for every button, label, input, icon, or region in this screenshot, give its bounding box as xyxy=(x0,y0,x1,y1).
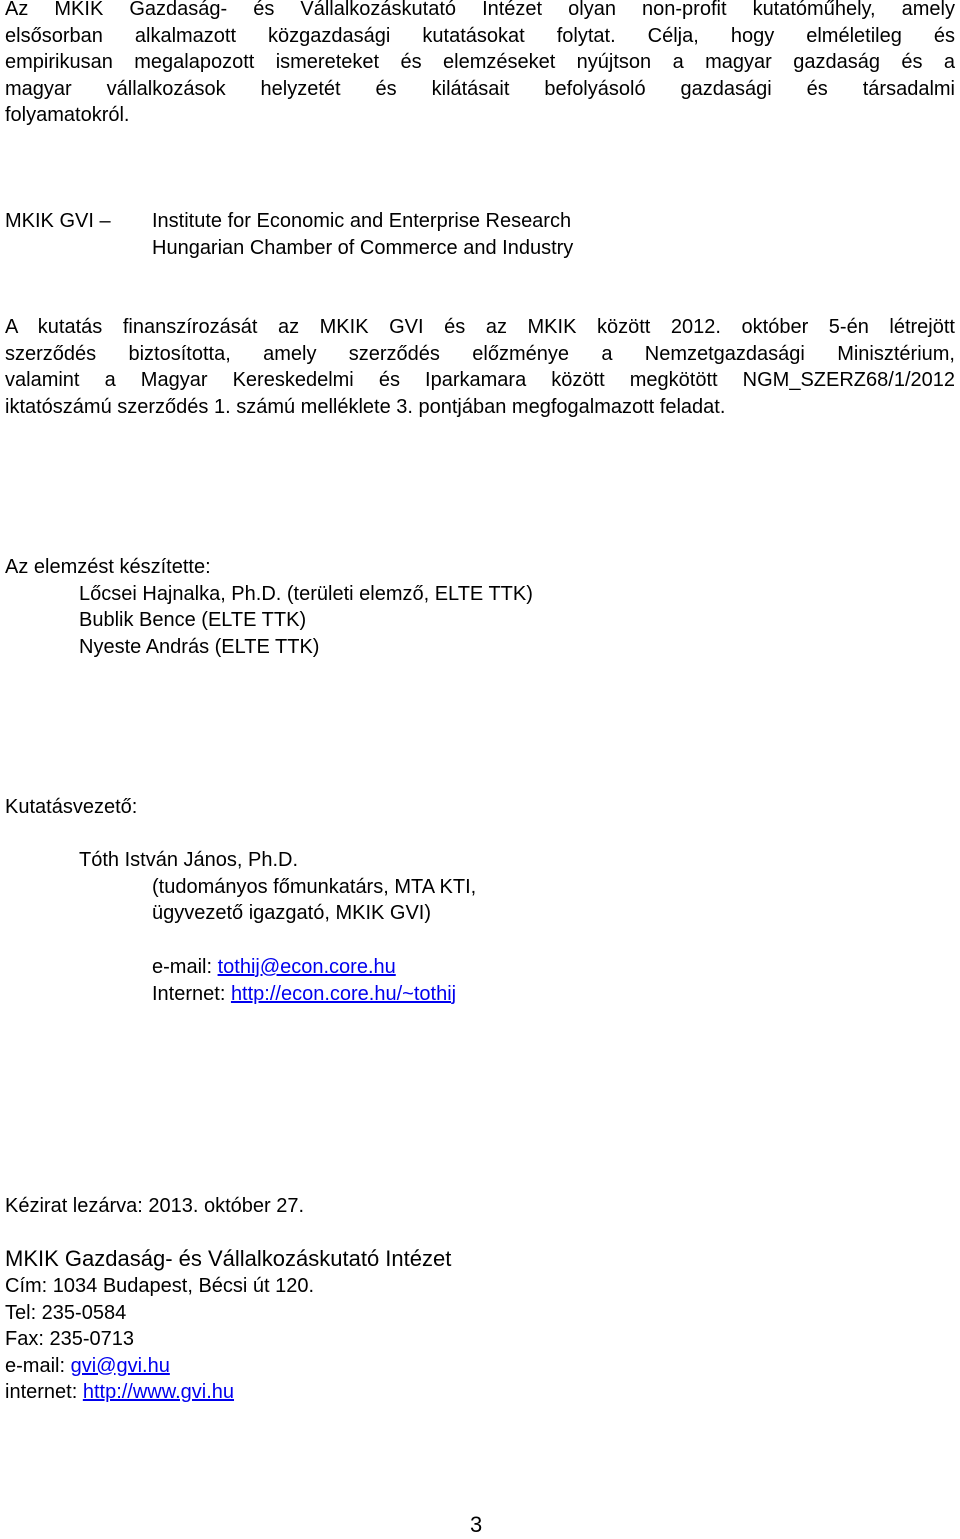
gvi-label: MKIK GVI – xyxy=(5,210,111,232)
author-name: Lőcsei Hajnalka, Ph.D. (területi elemző, ELTE TTK) xyxy=(79,582,533,605)
intro-line: elsősorban alkalmazott közgazdasági kutatásokat folytat. Célja, hogy elméletileg és xyxy=(5,24,955,47)
institute-email-label: e-mail: xyxy=(5,1354,71,1377)
leader-internet-row xyxy=(5,981,955,1008)
funding-line: valamint a Magyar Kereskedelmi és Iparkamara között megkötött NGM_SZERZ68/1/2012 xyxy=(5,369,955,391)
author-name: Nyeste András (ELTE TTK) xyxy=(79,635,320,658)
institute-email-link[interactable]: gvi@gvi.hu xyxy=(70,1354,170,1377)
funding-paragraph xyxy=(5,314,955,420)
funding-line: szerződés biztosította, amely szerződés előzménye a Nemzetgazdasági Minisztérium, xyxy=(5,342,955,365)
intro-line: empirikusan megalapozott ismereteket és elemzéseket nyújtson a magyar gazdaság és a xyxy=(5,51,955,73)
funding-line: iktatószámú szerződés 1. számú melléklete 3. pontjában megfogalmazott feladat. xyxy=(5,395,726,418)
leader-name: Tóth István János, Ph.D. xyxy=(79,849,298,871)
gvi-info xyxy=(5,208,955,268)
leader-section xyxy=(5,847,955,927)
intro-paragraph xyxy=(5,0,955,129)
intro-line: magyar vállalkozások helyzetét és kilátásait befolyásoló gazdasági és társadalmi xyxy=(5,77,955,100)
authors-section xyxy=(5,554,955,660)
institute-tel: Tel: 235-0584 xyxy=(5,1301,127,1324)
leader-email-row xyxy=(5,954,955,981)
leader-internet-label: Internet: xyxy=(152,982,231,1005)
institute-email-row xyxy=(5,1353,955,1380)
institute-internet-link[interactable]: http://www.gvi.hu xyxy=(82,1381,235,1403)
leader-heading-text: Kutatásvezető: xyxy=(5,796,138,818)
page-number: 3 xyxy=(470,1512,483,1537)
funding-line: A kutatás finanszírozását az MKIK GVI és az MKIK között 2012. október 5-én létrejött xyxy=(5,316,955,338)
institute-name: MKIK Gazdaság- és Vállalkozáskutató Intézet xyxy=(5,1246,452,1271)
leader-internet-link[interactable]: http://econ.core.hu/~tothij xyxy=(230,982,457,1005)
institute-internet-row xyxy=(5,1379,955,1406)
leader-role: (tudományos főmunkatárs, MTA KTI, xyxy=(152,875,477,898)
leader-email-link[interactable]: tothij@econ.core.hu xyxy=(217,956,396,978)
intro-line: Az MKIK Gazdaság- és Vállalkozáskutató Intézet olyan non-profit kutatóműhely, amely xyxy=(5,0,955,20)
institute-internet-label: internet: xyxy=(5,1381,83,1403)
leader-email-label: e-mail: xyxy=(152,956,218,978)
authors-heading: Az elemzést készítette: xyxy=(5,556,211,578)
closing-date xyxy=(5,1193,955,1220)
institute-fax: Fax: 235-0713 xyxy=(5,1328,134,1350)
closing-contact xyxy=(5,1245,955,1406)
leader-heading xyxy=(5,794,955,821)
gvi-english-name: Institute for Economic and Enterprise Research xyxy=(152,210,572,232)
institute-address: Cím: 1034 Budapest, Bécsi út 120. xyxy=(5,1275,315,1297)
gvi-chamber-name: Hungarian Chamber of Commerce and Industry xyxy=(152,236,574,259)
leader-contact xyxy=(5,954,955,1007)
leader-role: ügyvezető igazgató, MKIK GVI) xyxy=(152,902,432,924)
manuscript-date: Kézirat lezárva: 2013. október 27. xyxy=(5,1195,305,1217)
author-name: Bublik Bence (ELTE TTK) xyxy=(79,609,307,631)
intro-line: folyamatokról. xyxy=(5,104,130,126)
